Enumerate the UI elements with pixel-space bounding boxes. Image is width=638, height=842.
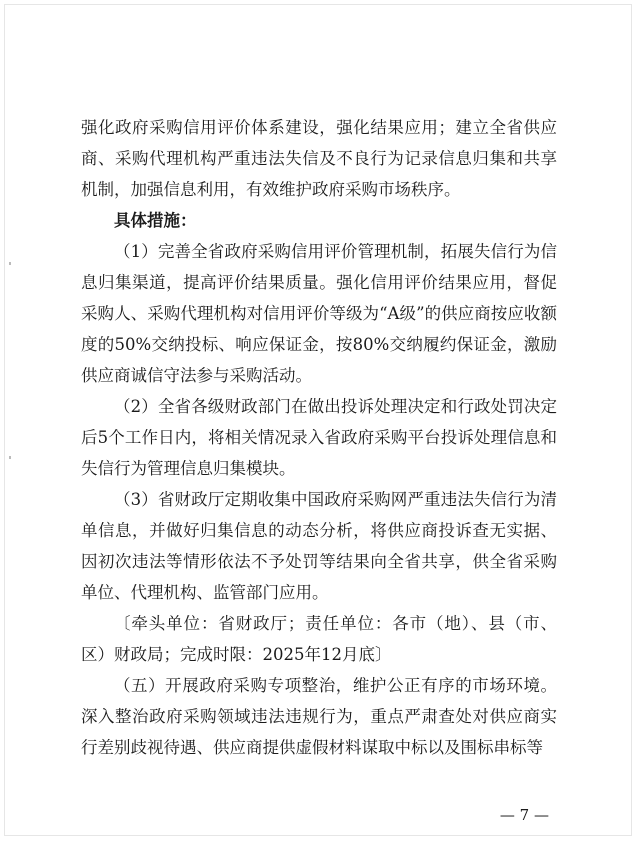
document-body: [81, 112, 557, 763]
paragraph-intro: 强化政府采购信用评价体系建设，强化结果应用；建立全省供应商、采购代理机构严重违法失信及不良行为记录信息归集和共享机制，加强信息利用，有效维护政府采购市场秩序。: [81, 118, 557, 199]
page-number: — 7 —: [499, 806, 549, 824]
paragraph-responsibility: 〔牵头单位：省财政厅；责任单位：各市（地）、县（市、区）财政局；完成时限：2025年12月底〕: [81, 614, 557, 664]
margin-mark: [9, 262, 11, 265]
margin-mark: [9, 456, 11, 459]
paragraph-measure-3: （3）省财政厅定期收集中国政府采购网严重违法失信行为清单信息，并做好归集信息的动态分析，将供应商投诉查无实据、因初次违法等情形依法不予处罚等结果向全省共享，供全省采购单位、代理机构、监管部门应用。: [81, 490, 557, 602]
paragraph-section-5: （五）开展政府采购专项整治，维护公正有序的市场环境。深入整治政府采购领域违法违规行为，重点严肃查处对供应商实行差别歧视待遇、供应商提供虚假材料谋取中标以及围标串标等: [81, 676, 557, 757]
paragraph-measure-1: （1）完善全省政府采购信用评价管理机制，拓展失信行为信息归集渠道，提高评价结果质量。强化信用评价结果应用，督促采购人、采购代理机构对信用评价等级为“A级”的供应商按应收额度的50%交纳投标、响应保证金，按80%交纳履约保证金，激励供应商诚信守法参与采购活动。: [81, 242, 557, 385]
section-heading: 具体措施：: [114, 211, 197, 230]
paragraph-measure-2: （2）全省各级财政部门在做出投诉处理决定和行政处罚决定后5个工作日内，将相关情况录入省政府采购平台投诉处理信息和失信行为管理信息归集模块。: [81, 397, 557, 478]
page-footer: [0, 806, 638, 824]
